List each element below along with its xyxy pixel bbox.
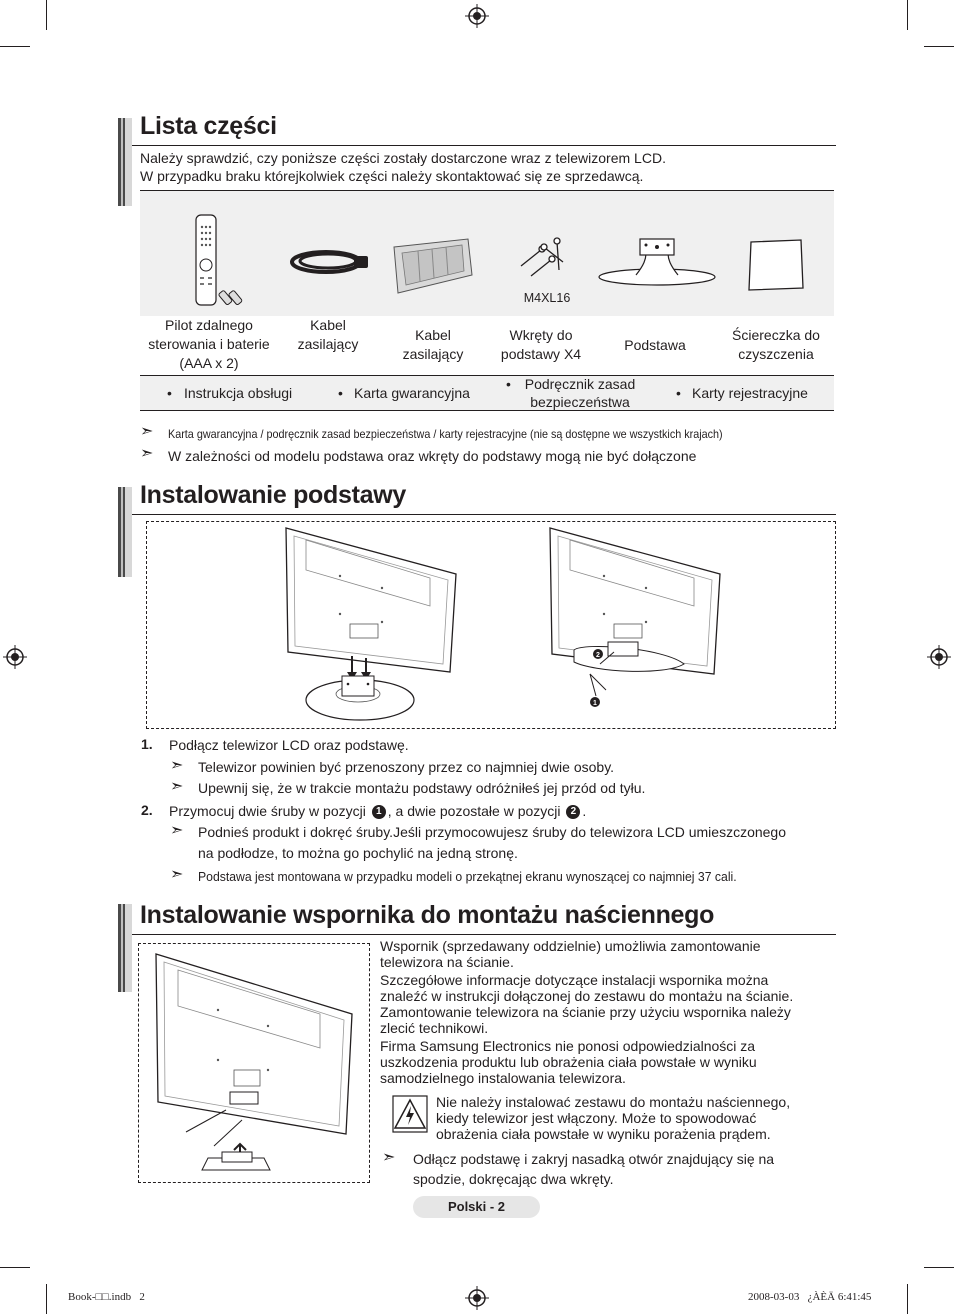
part-label-screws: Wkręty do podstawy X4	[500, 327, 582, 362]
step-2-note-2: Podstawa jest montowana w przypadku modeli o przekątnej ekranu wynoszącej co najmniej 37 cali.	[198, 869, 737, 884]
part-label-stand: Podstawa	[624, 337, 686, 353]
section-title-wall-mount: Instalowanie wspornika do montażu naściennego	[140, 901, 715, 929]
stand-illustration-frame	[146, 521, 836, 729]
section-marker	[118, 487, 132, 577]
step-number-1: 1.	[141, 736, 153, 752]
section-marker	[118, 904, 132, 992]
tv-stand-illustration-1	[280, 524, 464, 724]
section-rule	[132, 145, 836, 146]
position-2-badge: 2	[566, 805, 580, 819]
wall-text-line-9: samodzielnego instalowania telewizora.	[380, 1070, 626, 1086]
wall-warning-line-2: kiedy telewizor jest włączony. Może to spowodować	[436, 1110, 757, 1126]
note-arrow-icon: ➣	[170, 866, 184, 883]
parts-intro-line-1: Należy sprawdzić, czy poniższe części zostały dostarczone wraz z telewizorem LCD.	[140, 150, 666, 166]
step-1-note-2: Upewnij się, że w trakcie montażu podstawy odróżniłeś jej przód od tyłu.	[198, 780, 646, 796]
doc-registration-cards: Karty rejestracyjne	[692, 385, 808, 401]
parts-intro-line-2: W przypadku braku którejkolwiek części należy skontaktować się ze sprzedawcą.	[140, 168, 644, 184]
wall-warning-line-1: Nie należy instalować zestawu do montażu naściennego,	[436, 1094, 791, 1110]
wall-text-line-8: uszkodzenia produktu lub obrażenia ciała powstałe w wyniku	[380, 1054, 757, 1070]
note-arrow-icon: ➣	[382, 1149, 396, 1166]
wall-text-line-2: telewizora na ścianie.	[380, 954, 514, 970]
tv-stand-illustration-2	[544, 524, 728, 714]
doc-warranty: Karta gwarancyjna	[354, 385, 470, 401]
page-number-badge: Polski - 2	[413, 1196, 540, 1218]
screws-icon	[515, 236, 571, 280]
tv-wall-mount-illustration	[146, 948, 360, 1176]
doc-manual: Instrukcja obsługi	[184, 385, 293, 401]
doc-safety-guide: Podręcznik zasad bezpieczeństwa	[524, 376, 636, 410]
wall-text-line-7: Firma Samsung Electronics nie ponosi odpowiedzialności za	[380, 1038, 756, 1054]
note-arrow-icon: ➣	[140, 423, 154, 440]
wall-text-line-6: zlecić technikowi.	[380, 1020, 489, 1036]
section-marker	[118, 118, 132, 206]
svg-text:2: 2	[596, 652, 600, 659]
step-2-note-1-line-2: na podłodze, to można go pochylić na jedną stronę.	[198, 845, 518, 861]
screw-code: M4XL16	[523, 291, 571, 305]
section-rule	[132, 934, 836, 935]
part-label-power-cable: Kabel zasilający	[297, 317, 359, 352]
wall-text-line-4: znaleźć w instrukcji dołączonej do zestawu do montażu na ścianie.	[380, 988, 794, 1004]
note-arrow-icon: ➣	[140, 445, 154, 462]
registration-mark-right-icon	[927, 645, 951, 669]
remote-control-icon	[192, 213, 248, 308]
parts-note-2: W zależności od modelu podstawa oraz wkręty do podstawy mogą nie być dołączone	[168, 448, 697, 464]
print-file-label: Book-□□.indb 2	[68, 1291, 145, 1303]
step-2-text: Przymocuj dwie śruby w pozycji 1 , a dwie pozostałe w pozycji 2 .	[169, 803, 587, 819]
stand-icon	[596, 235, 718, 287]
note-arrow-icon: ➣	[170, 778, 184, 795]
step-1-note-1: Telewizor powinien być przenoszony przez co najmniej dwie osoby.	[198, 759, 615, 775]
registration-mark-bottom-icon	[465, 1286, 489, 1310]
wall-text-line-1: Wspornik (sprzedawany oddzielnie) umożliwia zamontowanie	[380, 938, 761, 954]
section-title-stand: Instalowanie podstawy	[140, 481, 406, 509]
wall-note-line-2: spodzie, dokręcając dwa wkręty.	[413, 1171, 614, 1187]
part-label-remote: Pilot zdalnego sterowania i baterie (AAA x 2)	[148, 317, 270, 371]
doc-bullet: •	[506, 376, 511, 392]
registration-mark-top-icon	[465, 4, 489, 28]
note-arrow-icon: ➣	[170, 822, 184, 839]
section-rule	[132, 514, 836, 515]
position-1-badge: 1	[372, 805, 386, 819]
parts-note-1: Karta gwarancyjna / podręcznik zasad bezpieczeństwa / karty rejestracyjne (nie są dostępne we wszystkich krajach)	[168, 427, 723, 441]
step-1-text: Podłącz telewizor LCD oraz podstawę.	[169, 737, 409, 753]
print-date-label: 2008-03-03 ¿ÀÈÄ 6:41:45	[748, 1291, 872, 1303]
note-arrow-icon: ➣	[170, 757, 184, 774]
cleaning-cloth-icon	[745, 238, 807, 292]
electric-shock-warning-icon	[392, 1095, 428, 1133]
wall-note-line-1: Odłącz podstawę i zakryj nasadką otwór znajdujący się na	[413, 1151, 775, 1167]
step-number-2: 2.	[141, 802, 153, 818]
doc-bullet: •	[167, 385, 172, 401]
svg-text:1: 1	[593, 700, 597, 707]
power-cable-icon	[286, 242, 372, 282]
wall-text-line-3: Szczegółowe informacje dotyczące instalacji wspornika można	[380, 972, 769, 988]
wall-text-line-5: Zamontowanie telewizora na ścianie przy użyciu wspornika należy	[380, 1004, 791, 1020]
registration-mark-left-icon	[3, 645, 27, 669]
cable-holder-icon	[388, 237, 476, 297]
doc-bullet: •	[338, 385, 343, 401]
part-label-cable-holder: Kabel zasilający	[402, 327, 464, 362]
doc-bullet: •	[676, 385, 681, 401]
step-2-note-1-line-1: Podnieś produkt i dokręć śruby.Jeśli przymocowujesz śruby do telewizora LCD umieszczonego	[198, 824, 786, 840]
section-title-parts: Lista części	[140, 112, 277, 140]
wall-warning-line-3: obrażenia ciała powstałe w wyniku porażenia prądem.	[436, 1126, 771, 1142]
part-label-cloth: Ściereczka do czyszczenia	[732, 327, 820, 362]
